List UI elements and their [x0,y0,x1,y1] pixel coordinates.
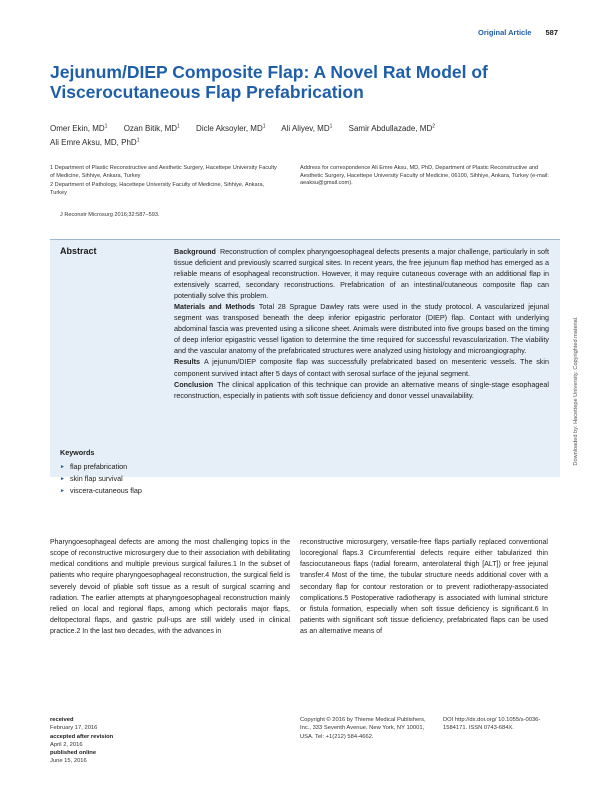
body-column-right: reconstructive microsurgery, versatile-free flaps partially replaced conventional locoregional flaps.3 Circumferential defects require either tabularized thin fasciocutaneous flaps (radial forearm, anterolateral thigh [ALT]) or free jejunal transfer.4 Most of the time, the tubular structure needs additional cover with a secondary flap for contour restoration or to prevent radiotherapy-associated complications.5 Postoperative radiotherapy is associated with luminal stricture or fistula formation, especially when soft tissue deficiency is significant.6 In patients with significant soft tissue deficiency, prefabricated flaps can be used as an alternative means of [300,539,548,636]
abstract-results: Results A jejunum/DIEP composite flap was successfully prefabricated based on mesenteric vessels. The skin component survived intact after 5 days of contact with serosal surface of the jejunal segment. [174,357,549,378]
received-label: received [50,717,74,723]
journal-citation: J Reconstr Microsurg 2016;32:587–593. [60,212,160,218]
abstract-body [174,246,549,401]
keyword-item: ► flap prefabrication [60,461,142,473]
running-header [478,28,558,37]
accepted-label: accepted after revision [50,733,114,740]
download-watermark-text: Downloaded by: Hacettepe University. Copyrighted material. [573,316,579,466]
article-history [50,716,113,766]
keywords-heading: Keywords [60,448,95,457]
published-date: June 15, 2016 [50,758,87,765]
published-label: published online [50,750,97,757]
download-watermark [566,286,586,496]
affiliations [50,165,280,199]
body-column-left: Pharyngoesophageal defects are among the most challenging topics in the scope of reconstructive microsurgery due to their association with debilitating medical conditions and multiple previous surgical failures.1 In the subset of patients who require pharyngoesophageal reconstruction, the surgical field is severely devoid of pliable soft tissue as a result of surgical scarring and radiation. The earlier attempts at pharyngoesophageal reconstruction mainly relied on local and regional flaps, among which pectoralis major flaps, deltopectoral flaps, and gastric pull-ups are still widely used in clinical practice.2 In the last two decades, with the advances in [50,539,290,636]
accepted-date: April 2, 2016 [50,741,83,748]
abstract-conclusion: Conclusion The clinical application of this technique can provide an alternative means of single-stage esophageal reconstruction, especially in patients with soft tissue deficiency and donor vessel unavailability. [174,379,549,400]
author: Ali Aliyev, $MD^1$ [281,123,333,133]
author: Dicle Aksoyler, $MD^1$ [196,123,266,133]
abstract-methods: Materials and Methods Total 28 Sprague Dawley rats were used in the study protocol. A vascularized jejunal segment was transposed beneath the deep inferior epigastric perforator (DIEP) flap. Contact with underlying abdominal fascia was prevented using a silicone sheet. Animals were distributed into five groups based on the timing of deep inferior epigastric vessel ligation to determine the time required for successful revascularization. The viability and the vascular anatomy of the prefabricated structures were analyzed using histology and microangiography. [174,302,549,356]
copyright-notice: Copyright © 2016 by Thieme Medical Publishers, Inc., 333 Seventh Avenue, New York, NY 10001, USA. Tel: +1(212) 584-4662. [300,717,426,740]
author: Samir Abdullazade, $MD^2$ [348,123,435,133]
correspondence-address: Address for correspondence Ali Emre Aksu, MD, PhD, Department of Plastic Reconstructive and Aesthetic Surgery, Hacettepe University Faculty of Medicine, 06100, Sihhiye, Ankara, Turkey (e-mail: aeaksu@gmail.com). [300,165,549,187]
doi-info: DOI http://dx.doi.org/ 10.1055/s-0036-1584171. ISSN 0743-684X. [443,717,541,732]
author: Omer Ekin, $MD^1$ [50,123,108,133]
abstract-heading: Abstract [60,246,97,256]
received-date: February 17, 2016 [50,725,98,732]
article-title: Jejunum/DIEP Composite Flap: A Novel Rat Model of Viscerocutaneous Flap Prefabrication [50,62,488,102]
abstract-background: Background Reconstruction of complex pharyngoesophageal defects presents a major challenge, particularly in soft tissue deficient and previously scarred surgical sites. In recent years, the free jejunum flap method has emerged as a reliable means of esophageal reconstruction. However, it may require cutaneous coverage with an additional flap in extensively scarred, secondary reconstructions. Prefabrication of an intestinal/cutaneous composite flap can potentially solve this problem. [174,247,549,301]
keyword-item: ► skin flap survival [60,473,142,485]
author: Ozan Bitik, $MD^1$ [123,123,180,133]
affiliation-2: 2 Department of Pathology, Hacettepe University Faculty of Medicine, Sihhiye, Ankara, Turkey [50,182,265,196]
article-type-label: Original Article [477,28,532,37]
author: Ali Emre Aksu, MD, PhD$^1$ [50,137,140,148]
affiliation-1: 1 Department of Plastic Reconstructive and Aesthetic Surgery, Hacettepe University Faculty of Medicine, Sihhiye, Ankara, Turkey [50,165,277,179]
keyword-item: ► viscera-cutaneous flap [60,485,142,497]
keywords-list [60,461,142,497]
page-number: 587 [545,28,558,37]
author-list [50,120,520,149]
